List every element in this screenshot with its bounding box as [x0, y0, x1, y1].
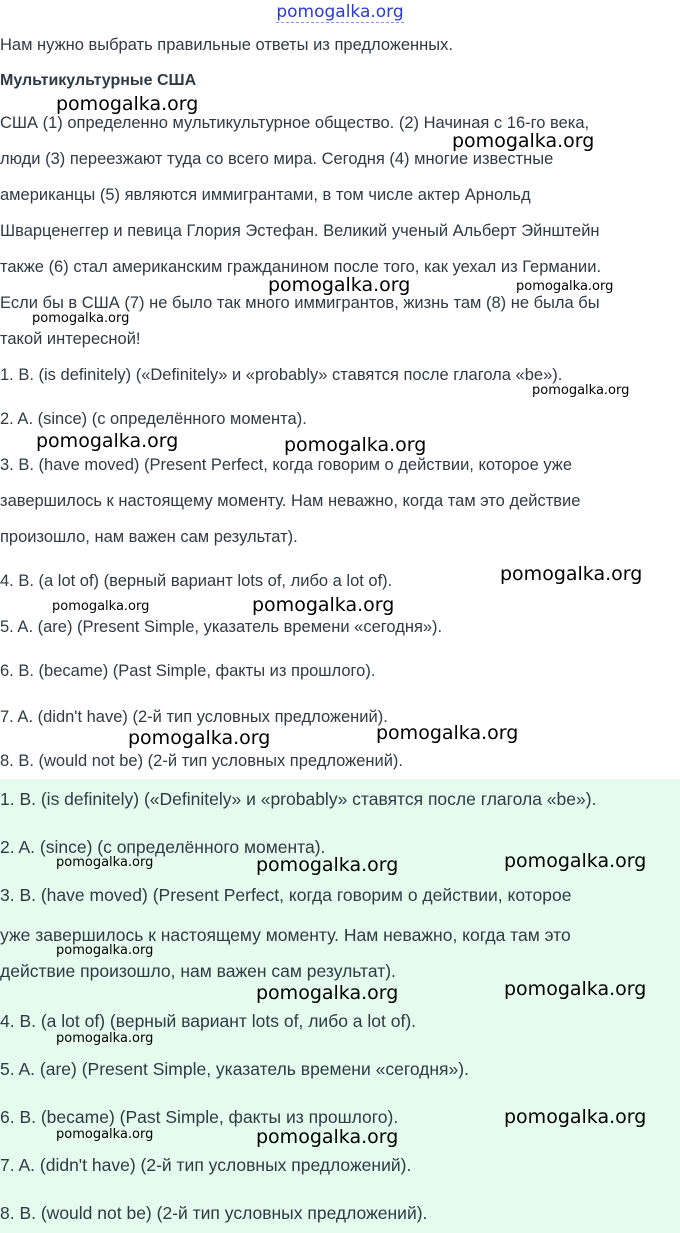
watermark: pomogalka.org — [504, 978, 647, 1000]
highlighted-answer-item: уже завершилось к настоящему моменту. Нам неважно, когда там это — [0, 925, 571, 945]
watermark: pomogalka.org — [284, 434, 427, 456]
watermark: pomogalka.org — [376, 722, 519, 744]
paragraph-line: также (6) стал американским гражданином после того, как уехал из Германии. — [0, 258, 602, 276]
watermark: pomogalka.org — [504, 850, 647, 872]
watermark: pomogalka.org — [452, 130, 595, 152]
watermark: pomogalka.org — [532, 383, 630, 398]
watermark: pomogalka.org — [32, 311, 130, 326]
highlighted-answer-item: 4. B. (a lot of) (верный вариант lots of, либо a lot of). — [0, 1011, 417, 1031]
paragraph-line: такой интересной! — [0, 330, 141, 348]
answer-item: 7. A. (didn't have) (2-й тип условных предложений). — [0, 708, 388, 726]
site-header-label[interactable]: pomogalka.org — [276, 2, 404, 22]
watermark: pomogalka.org — [52, 599, 150, 614]
watermark: pomogalka.org — [504, 1106, 647, 1128]
watermark: pomogalka.org — [56, 1031, 154, 1046]
answer-item: 3. B. (have moved) (Present Perfect, когда говорим о действии, которое уже — [0, 456, 573, 474]
watermark: pomogalka.org — [500, 563, 643, 585]
paragraph-line: люди (3) переезжают туда со всего мира. Сегодня (4) многие известные — [0, 150, 554, 168]
highlighted-answer-item: 3. B. (have moved) (Present Perfect, когда говорим о действии, которое — [0, 885, 572, 905]
answer-box-highlighted — [0, 779, 680, 1233]
watermark: pomogalka.org — [256, 854, 399, 876]
paragraph-line: Если бы в США (7) не было так много иммигрантов, жизнь там (8) не была бы — [0, 294, 600, 312]
highlighted-answer-item: 8. B. (would not be) (2-й тип условных предложений). — [0, 1203, 428, 1223]
paragraph-line: американцы (5) являются иммигрантами, в том числе актер Арнольд — [0, 186, 531, 204]
highlighted-answer-item: действие произошло, нам важен сам результат). — [0, 961, 396, 981]
watermark: pomogalka.org — [256, 1126, 399, 1148]
answer-item: 6. B. (became) (Past Simple, факты из прошлого). — [0, 662, 376, 680]
answer-item: 2. A. (since) (с определённого момента). — [0, 410, 307, 428]
section-title: Мультикультурные США — [0, 72, 197, 89]
watermark: pomogalka.org — [252, 594, 395, 616]
answer-item: завершилось к настоящему моменту. Нам неважно, когда там это действие — [0, 492, 581, 510]
answer-item: 4. B. (a lot of) (верный вариант lots of, либо a lot of). — [0, 572, 393, 590]
highlighted-answer-item: 7. A. (didn't have) (2-й тип условных предложений). — [0, 1155, 412, 1175]
watermark: pomogalka.org — [268, 274, 411, 296]
highlighted-answer-item: 2. A. (since) (с определённого момента). — [0, 837, 326, 857]
watermark: pomogalka.org — [128, 727, 271, 749]
highlighted-answer-item: 6. B. (became) (Past Simple, факты из прошлого). — [0, 1107, 399, 1127]
watermark: pomogalka.org — [56, 1127, 154, 1142]
watermark: pomogalka.org — [36, 430, 179, 452]
answer-item: 5. A. (are) (Present Simple, указатель времени «сегодня»). — [0, 618, 443, 636]
intro-text: Нам нужно выбрать правильные ответы из предложенных. — [0, 36, 453, 54]
site-header-link[interactable] — [0, 2, 680, 22]
watermark: pomogalka.org — [56, 943, 154, 958]
answer-item: 8. B. (would not be) (2-й тип условных предложений). — [0, 752, 403, 770]
watermark: pomogalka.org — [56, 855, 154, 870]
paragraph-line: США (1) определенно мультикультурное общество. (2) Начиная с 16-го века, — [0, 114, 590, 132]
highlighted-answer-item: 5. A. (are) (Present Simple, указатель времени «сегодня»). — [0, 1059, 469, 1079]
paragraph-line: Шварценеггер и певица Глория Эстефан. Великий ученый Альберт Эйнштейн — [0, 222, 600, 240]
highlighted-answer-item: 1. B. (is definitely) («Definitely» и «probably» ставятся после глагола «be»). — [0, 789, 597, 809]
answer-item: произошло, нам важен сам результат). — [0, 528, 298, 546]
answer-item: 1. B. (is definitely) («Definitely» и «probably» ставятся после глагола «be»). — [0, 366, 563, 384]
watermark: pomogalka.org — [256, 982, 399, 1004]
watermark: pomogalka.org — [56, 93, 199, 115]
watermark: pomogalka.org — [516, 279, 614, 294]
